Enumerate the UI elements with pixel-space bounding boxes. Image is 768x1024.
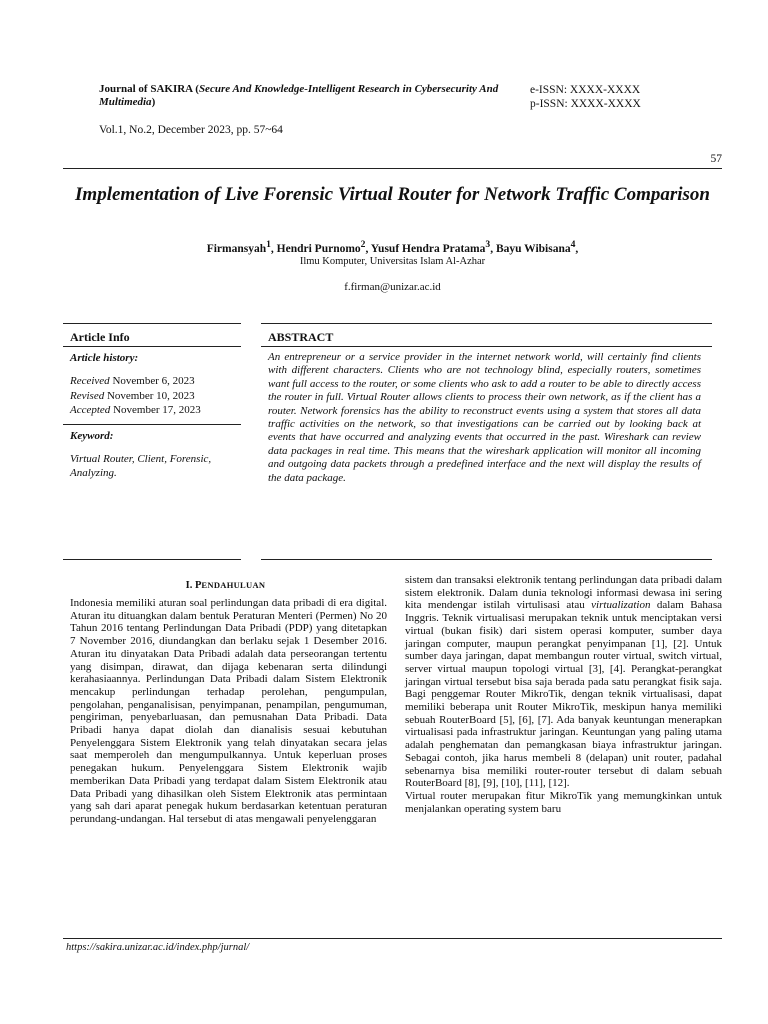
paragraph-text: dalam Bahasa Inggris. Teknik virtualisasi merupakan teknik untuk menciptakan versi virtual (bukan fisik) dari sistem operasi komputer, sumber daya jaringan computer, maupun perangkat penyimpanan [1], [2]. Untuk sumber daya jaringan, dapat membangun router virtual, switch virtual, server virtual maupun topologi virtual [3], [4]. Perangkat-perangkat jaringan virtual tersebut bisa saja berada pada satu perangkat fisik saja. Bagi penggemar Router MikroTik, dengan teknik virtualisasi, dapat memiliki beberapa unit Router MikroTik, meskipun hanya memiliki sebuah RouterBoard [5], [6], [7]. Ada banyak keuntungan menerapkan virtualisasi pada infrastruktur jaringan. Keuntungan yang paling utama adalah penghematan dan pemangkasan biaya infrastruktur jaringan. Sebagai contoh, jika harus membeli 8 (delapan) unit router, padahal sebenarnya bisa memiliki router-router tersebut di dalam sebuah RouterBoard [8], [9], [10], [11], [12].: [405, 599, 722, 790]
section-title: ENDAHULUAN: [201, 580, 266, 590]
authors-line: Firmansyah$^1$, Hendri Purnomo$^2$, Yusuf Hendra Pratama$^3$, Bayu Wibisana$^4$,: [206, 239, 579, 255]
history-heading: Article history:: [70, 352, 139, 364]
paragraph: Indonesia memiliki aturan soal perlindungan data pribadi di era digital. Aturan itu dituangkan dalam bentuk Peraturan Menteri (Permen) No 20 Tahun 2016 tentang Perlindungan Data Pribadi (PDP) yang ditetapkan 7 November 2016, diundangkan dan berlaku sejak 1 Desember 2016. Aturan itu dinyatakan Data Pribadi adalah data perseorangan tertentu yang disimpan, dirawat, dan dijaga kebenaran serta dilindungi kerahasiaannya. Perlindungan Data Pribadi dalam Sistem Elektronik mencakup perlindungan terhadap perolehan, pengumpulan, pengolahan, penganalisisan, penyimpanan, penampilan, pengumuman, pengiriman, penyebarluasan, dan pemusnahan Data Pribadi. Data Pribadi hanya dapat diolah dan dianalisis sesuai kebutuhan Penyelenggara Sistem Elektronik yang telah dinyatakan secara jelas saat memperoleh dan mengumpulkannya. Untuk keperluan proses penegakan hukum. Penyelenggara Sistem Elektronik wajib memberikan Data Pribadi yang terdapat dalam Sistem Elektronik atau Data Pribadi yang dihasilkan oleh Sistem Elektronik atas permintaan yang sah dari aparat penegak hukum berdasarkan ketentuan peraturan perundang-undangan. Hal tersebut di atas mengawali penyelenggaran: [70, 597, 387, 825]
accepted-date: November 17, 2023: [113, 404, 201, 416]
article-info-heading: Article Info: [70, 330, 130, 344]
revised-date: November 10, 2023: [106, 389, 195, 402]
page-number: 57: [710, 153, 722, 165]
author: [206, 239, 271, 255]
article-title: Implementation of Live Forensic Virtual Router for Network Traffic Comparison: [75, 184, 710, 205]
keyword-heading: Keyword:: [70, 430, 114, 442]
revised-label: Revised: [70, 389, 105, 402]
journal-name: [99, 83, 499, 109]
author: [276, 239, 366, 255]
info-rule-top: [63, 323, 241, 324]
keyword-rule: [63, 424, 241, 425]
author-sup: 2: [360, 239, 366, 250]
body-column-left: [70, 597, 387, 826]
author-email: f.firman@unizar.ac.id: [344, 281, 441, 293]
author-sup: 4: [570, 239, 576, 250]
article-history: [70, 374, 201, 418]
revised-line: [70, 389, 201, 404]
accepted-line: [70, 403, 201, 418]
info-rule-mid: [63, 346, 241, 347]
abstract-rule-mid: [261, 346, 712, 347]
abstract-text: An entrepreneur or a service provider in the internet network world, will certainly find clients with different characters. Clients who are not technology blind, especially routers, sometimes want full access to the router, or some clients who ask to add a router to be able to directly access the router in full. Virtual Router allows clients to process their own network, as if the client has a router. Network forensics has the ability to reconstruct events using a system that stores all data traffic activities on the network, so that investigations can be carried out by looking back at events that have occurred and analyzing events that occurred in the past. Wireshark can review data packages in real time. This means that the wireshark application will monitor all incoming and outgoing data packets through a predefined interface and the next will display the results of the data package.: [268, 351, 701, 484]
eissn: e-ISSN: XXXX-XXXX: [530, 84, 641, 96]
author-name: Yusuf Hendra Pratama: [370, 242, 486, 255]
author-name: Firmansyah: [206, 242, 267, 255]
header-rule: [63, 168, 722, 169]
issn-block: [530, 83, 641, 111]
author: [495, 239, 576, 255]
author: [370, 239, 491, 255]
author-name: Hendri Purnomo: [276, 242, 361, 255]
abstract-rule-top: [261, 323, 712, 324]
received-label: Received: [70, 375, 110, 387]
footer-url: https://sakira.unizar.ac.id/index.php/jurnal/: [66, 942, 250, 953]
author-name: Bayu Wibisana: [495, 242, 571, 255]
received-date: November 6, 2023: [112, 375, 195, 387]
author-sup: 1: [266, 239, 271, 250]
paragraph: Virtual router merupakan fitur MikroTik yang memungkinkan untuk menjalankan operating system baru: [405, 789, 722, 815]
footer-rule: [63, 938, 722, 939]
section-number: I. P: [185, 580, 202, 591]
italic-term: virtualization: [591, 599, 651, 612]
accepted-label: Accepted: [70, 404, 111, 416]
section-heading: [63, 580, 388, 591]
keywords: Virtual Router, Client, Forensic, Analyzing.: [70, 453, 212, 479]
pissn: p-ISSN: XXXX-XXXX: [530, 98, 641, 110]
journal-name-italic: Secure And Knowledge-Intelligent Research in Cybersecurity And Multimedia: [99, 83, 499, 108]
volume-info: Vol.1, No.2, December 2023, pp. 57~64: [99, 124, 283, 136]
info-rule-bottom: [63, 559, 241, 560]
author-sup: 3: [485, 239, 491, 250]
journal-name-suffix: ): [151, 96, 156, 108]
paragraph: [405, 574, 722, 790]
received-line: [70, 374, 201, 389]
affiliation: Ilmu Komputer, Universitas Islam Al-Azhar: [299, 256, 486, 267]
paragraph-text: sistem dan transaksi elektronik tentang perlindungan data pribadi dalam sistem elektronik. Dalam dunia teknologi informasi dewasa ini sering kita mendengar istilah virtulisasi atau: [405, 574, 722, 612]
body-column-right: [405, 574, 722, 815]
journal-name-prefix: Journal of SAKIRA (: [99, 83, 199, 95]
abstract-heading: ABSTRACT: [268, 330, 334, 344]
abstract-rule-bottom: [261, 559, 712, 560]
